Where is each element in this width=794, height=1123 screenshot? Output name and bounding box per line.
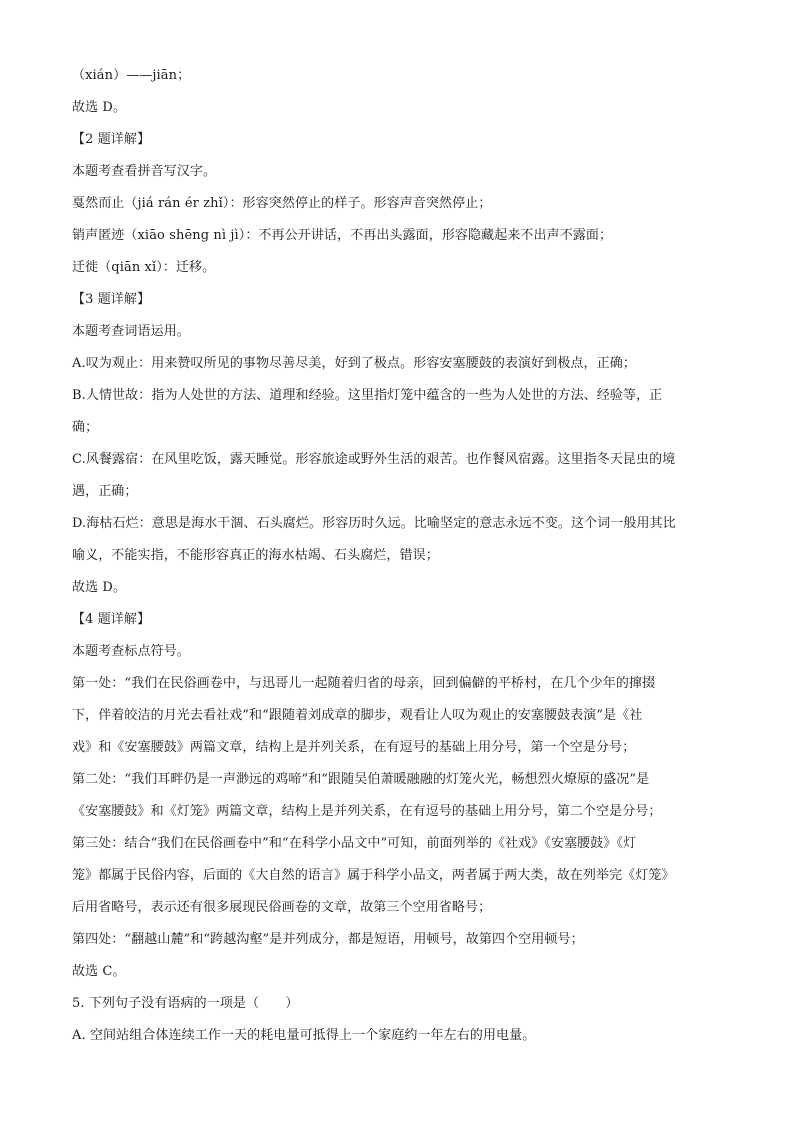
text-line: 故选 C。 (72, 964, 126, 979)
text-line: 《安塞腰鼓》和《灯笼》两篇文章，结构上是并列关系，在有逗号的基础上用分号，第二个空是分号； (72, 804, 662, 819)
text-line: 第一处：“我们在民俗画卷中，与迅哥儿一起随着归省的母亲，回到偏僻的平桥村，在几个少年的撺掇 (72, 676, 656, 691)
text-line: 下，伴着皎洁的月光去看社戏”和“跟随着刘成章的脚步，观看让人叹为观止的安塞腰鼓表演”是《社 (72, 708, 643, 723)
text-line: 第四处：“翻越山麓”和“跨越沟壑”是并列成分，都是短语，用顿号，故第四个空用顿号； (72, 932, 584, 947)
section-heading: 【2 题详解】 (72, 132, 151, 147)
text-line: 本题考查词语运用。 (72, 324, 190, 339)
text-line: A.叹为观止：用来赞叹所见的事物尽善尽美，好到了极点。形容安塞腰鼓的表演好到极点，正确； (72, 356, 636, 371)
text-line: 迁徙（qiān xǐ）：迁移。 (72, 260, 216, 275)
text-line: 第三处：结合“我们在民俗画卷中”和“在科学小品文中”可知，前面列举的《社戏》《安塞腰鼓》《灯 (72, 836, 637, 851)
text-line: 喻义，不能实指，不能形容真正的海水枯竭、石头腐烂，错误； (72, 548, 439, 563)
text-line: 销声匿迹（xiāo shēng nì jì）：不再公开讲话，不再出头露面，形容隐藏起来不出声不露面； (72, 228, 613, 243)
text-line: C.风餐露宿：在风里吃饭，露天睡觉。形容旅途或野外生活的艰苦。也作餐风宿露。这里指冬天昆虫的境 (72, 452, 676, 467)
text-line: 第二处：“我们耳畔仍是一声渺远的鸡啼”和“跟随吴伯萧暖融融的灯笼火光，畅想烈火燎原的盛况”是 (72, 772, 650, 787)
text-line: 故选 D。 (72, 580, 127, 595)
text-line: 笼》都属于民俗内容，后面的《大自然的语言》属于科学小品文，两者属于两大类，故在列举完《灯笼》 (72, 868, 675, 883)
text-line: 故选 D。 (72, 100, 127, 115)
text-line: D.海枯石烂：意思是海水干涸、石头腐烂。形容历时久远。比喻坚定的意志永远不变。这个词一般用其比 (72, 516, 676, 531)
option-line: A. 空间站组合体连续工作一天的耗电量可抵得上一个家庭约一年左右的用电量。 (72, 1028, 536, 1043)
section-heading: 【4 题详解】 (72, 612, 151, 627)
text-line: 确； (72, 420, 99, 435)
text-line: 戏》和《安塞腰鼓》两篇文章，结构上是并列关系，在有逗号的基础上用分号，第一个空是分号； (72, 740, 636, 755)
text-line: （xián）——jiān； (72, 68, 191, 83)
section-heading: 【3 题详解】 (72, 292, 151, 307)
text-line: B.人情世故：指为人处世的方法、道理和经验。这里指灯笼中蕴含的一些为人处世的方法、经验等，正 (72, 388, 663, 403)
text-line: 后用省略号，表示还有很多展现民俗画卷的文章，故第三个空用省略号； (72, 900, 492, 915)
text-line: 遇，正确； (72, 484, 138, 499)
text-line: 本题考查看拼音写汉字。 (72, 164, 217, 179)
text-line: 戛然而止（jiá rán ér zhǐ）：形容突然停止的样子。形容声音突然停止； (72, 196, 492, 211)
question-line: 5. 下列句子没有语病的一项是（ ） (72, 996, 299, 1011)
text-line: 本题考查标点符号。 (72, 644, 190, 659)
